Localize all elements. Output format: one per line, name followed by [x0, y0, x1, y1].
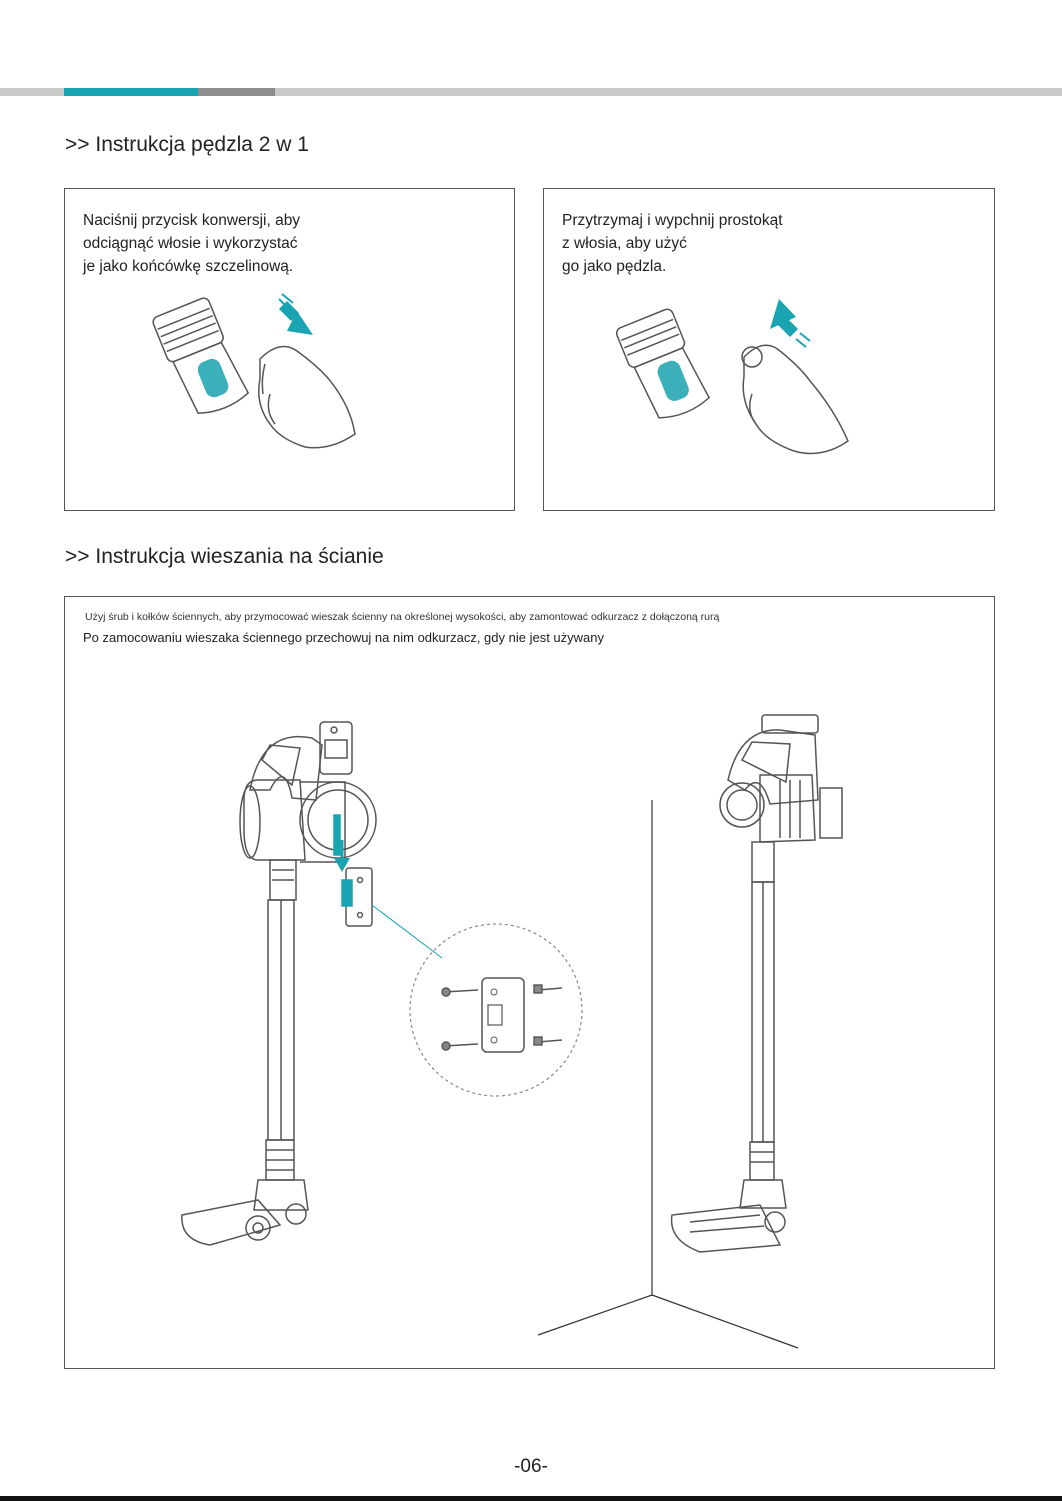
section-heading-wall: >> Instrukcja wieszania na ścianie	[65, 545, 384, 568]
wall-instruction-line1: Użyj śrub i kołków ściennych, aby przymocować wieszak ścienny na określonej wysokości, aby zamontować odkurzacz z dołączoną rurą	[85, 611, 720, 623]
brush-step2-line3: go jako pędzla.	[562, 258, 667, 275]
page-bottom-border	[0, 1496, 1062, 1501]
zoom-detail-circle	[410, 924, 582, 1096]
wall-instruction-line2: Po zamocowaniu wieszaka ściennego przechowuj na nim odkurzacz, gdy nie jest używany	[83, 630, 604, 645]
wall-bracket-drawing	[342, 868, 442, 958]
vacuum-left-drawing	[182, 722, 376, 1245]
page-number: -06-	[514, 1456, 548, 1477]
vacuum-right-drawing	[672, 715, 842, 1252]
brush-step1-line3: je jako końcówkę szczelinową.	[83, 258, 294, 275]
brush-step2-line2: z włosia, aby użyć	[562, 235, 687, 252]
brush-step2-line1: Przytrzymaj i wypchnij prostokąt	[562, 212, 783, 229]
section-heading-brush: >> Instrukcja pędzla 2 w 1	[65, 133, 309, 156]
brush-step1-line2: odciągnąć włosie i wykorzystać	[83, 235, 298, 252]
brush-step1-line1: Naciśnij przycisk konwersji, aby	[83, 212, 301, 229]
